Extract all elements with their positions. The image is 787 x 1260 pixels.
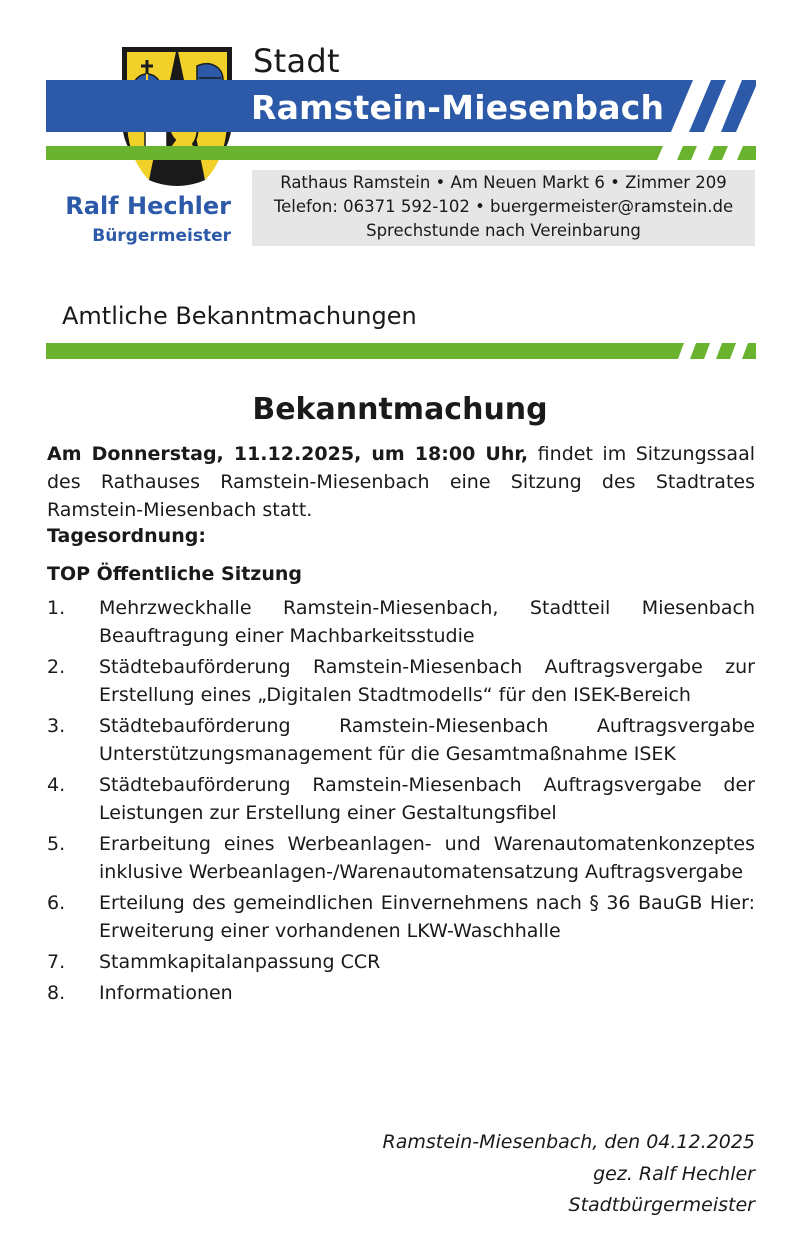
agenda-heading: Tagesordnung: bbox=[47, 525, 206, 547]
item-number: 4. bbox=[47, 774, 66, 796]
list-item bbox=[47, 979, 755, 1007]
list-item bbox=[47, 712, 755, 768]
item-number: 8. bbox=[47, 982, 66, 1004]
agenda-list bbox=[47, 594, 755, 1010]
item-number: 5. bbox=[47, 833, 66, 855]
item-text: Erteilung des gemeindlichen Einvernehmens nach § 36 BauGB Hier: Erweiterung einer vorhandenen LKW-Waschhalle bbox=[99, 892, 755, 942]
item-number: 1. bbox=[47, 597, 66, 619]
notice-title: Bekanntmachung bbox=[252, 392, 548, 427]
item-number: 3. bbox=[47, 715, 66, 737]
item-text: Informationen bbox=[99, 982, 233, 1004]
list-item bbox=[47, 771, 755, 827]
signoff-place-date: Ramstein-Miesenbach, den 04.12.2025 bbox=[382, 1131, 755, 1153]
item-text: Städtebauförderung Ramstein-Miesenbach Auftragsvergabe der Leistungen zur Erstellung einer Gestaltungsfibel bbox=[99, 774, 755, 824]
list-item bbox=[47, 594, 755, 650]
item-text: Städtebauförderung Ramstein-Miesenbach Auftragsvergabe Unterstützungsmanagement für die Gesamtmaßnahme ISEK bbox=[99, 715, 755, 765]
item-text: Stammkapitalanpassung CCR bbox=[99, 951, 381, 973]
section-title: Amtliche Bekanntmachungen bbox=[62, 302, 417, 330]
intro-date-time: Am Donnerstag, 11.12.2025, um 18:00 Uhr, bbox=[47, 443, 529, 465]
item-number: 6. bbox=[47, 892, 66, 914]
contact-box bbox=[252, 170, 755, 246]
item-text: Mehrzweckhalle Ramstein-Miesenbach, Stadtteil Miesenbach Beauftragung einer Machbarkeitsstudie bbox=[99, 597, 755, 647]
list-item bbox=[47, 830, 755, 886]
list-item bbox=[47, 948, 755, 976]
contact-hours: Sprechstunde nach Vereinbarung bbox=[366, 221, 641, 240]
item-text: Erarbeitung eines Werbeanlagen- und Warenautomatenkonzeptes inklusive Werbeanlagen-/Warenautomatensatzung Auftragsvergabe bbox=[99, 833, 755, 883]
contact-phone-email: Telefon: 06371 592-102 • buergermeister@ramstein.de bbox=[273, 197, 734, 216]
item-text: Städtebauförderung Ramstein-Miesenbach Auftragsvergabe zur Erstellung eines „Digitalen Stadtmodells“ für den ISEK-Bereich bbox=[99, 656, 755, 706]
signoff-role: Stadtbürgermeister bbox=[568, 1194, 755, 1216]
contact-address: Rathaus Ramstein • Am Neuen Markt 6 • Zimmer 209 bbox=[280, 173, 727, 192]
mayor-name: Ralf Hechler bbox=[65, 192, 231, 220]
list-item bbox=[47, 653, 755, 709]
item-number: 2. bbox=[47, 656, 66, 678]
city-name: Ramstein-Miesenbach bbox=[251, 88, 665, 127]
intro-text: findet im Sitzungssaal des Rathauses Ramstein-Miesenbach eine Sitzung des Stadtrates Ramstein-Miesenbach statt. bbox=[47, 443, 755, 521]
top-heading: TOP Öffentliche Sitzung bbox=[47, 563, 302, 585]
signoff-signed: gez. Ralf Hechler bbox=[593, 1163, 755, 1185]
stadt-label: Stadt bbox=[253, 42, 340, 80]
item-number: 7. bbox=[47, 951, 66, 973]
list-item bbox=[47, 889, 755, 945]
notice-intro bbox=[47, 440, 755, 524]
mayor-title: Bürgermeister bbox=[92, 226, 231, 246]
section-bar bbox=[46, 343, 756, 359]
